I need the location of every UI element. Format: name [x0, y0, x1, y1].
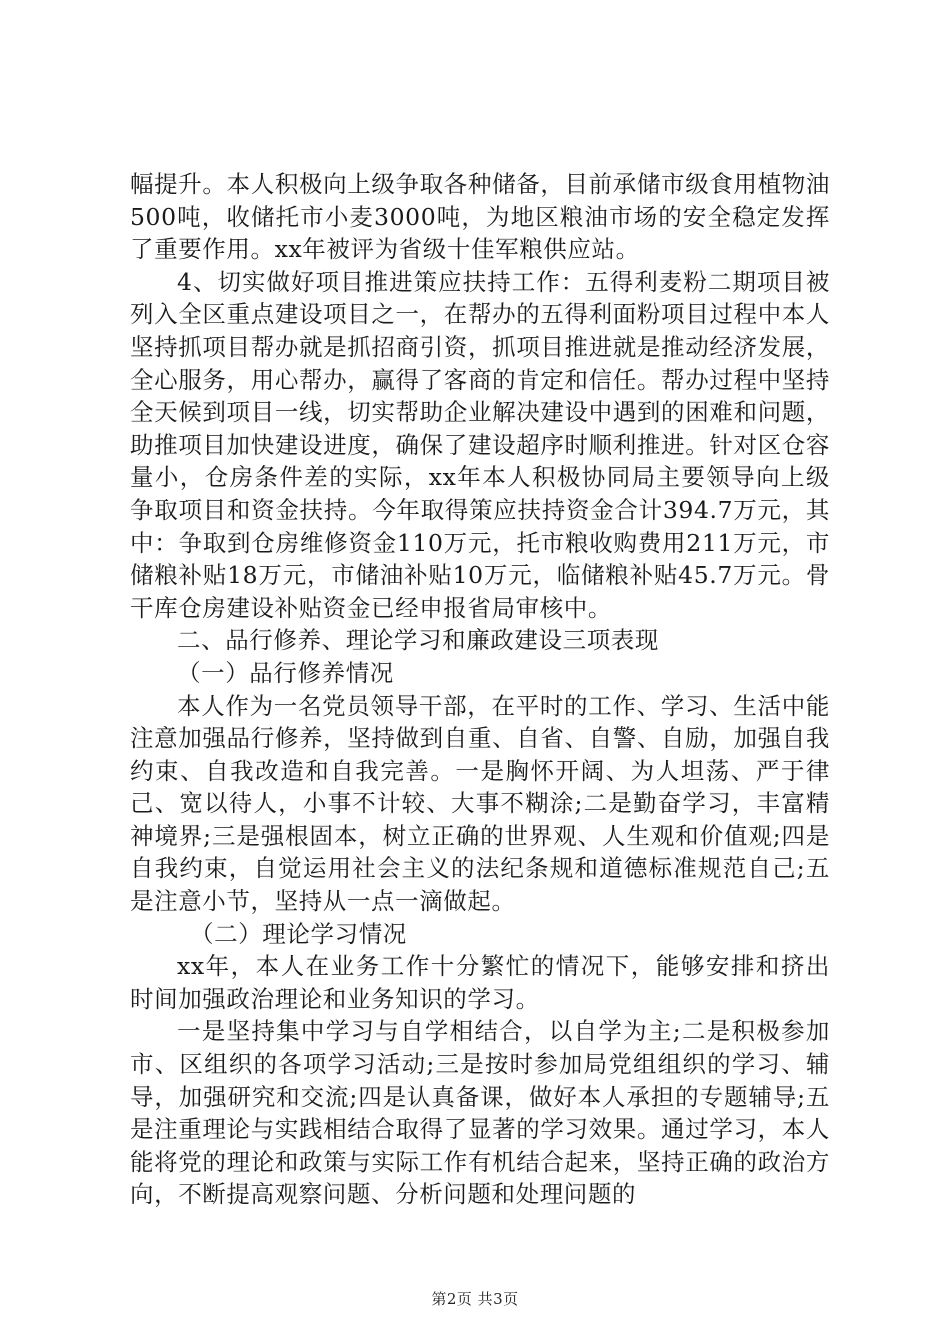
- paragraph-conduct: 本人作为一名党员领导干部，在平时的工作、学习、生活中能注意加强品行修养，坚持做到自重、自省、自警、自励，加强自我约束、自我改造和自我完善。一是胸怀开阔、为人坦荡、严于律己、宽以待人，小事不计较、大事不糊涂;二是勤奋学习，丰富精神境界;三是强根固本，树立正确的世界观、人生观和价值观;四是自我约束，自觉运用社会主义的法纪条规和道德标准规范自己;五是注意小节，坚持从一点一滴做起。: [130, 691, 830, 916]
- paragraph-study-intro: xx年，本人在业务工作十分繁忙的情况下，能够安排和挤出时间加强政治理论和业务知识的学习。: [130, 952, 830, 1013]
- subheading-conduct: （一）品行修养情况: [177, 658, 394, 687]
- page-footer: 第2页 共3页: [431, 1290, 519, 1308]
- paragraph-continued: 幅提升。本人积极向上级争取各种储备，目前承储市级食用植物油500吨，收储托市小麦3000吨，为地区粮油市场的安全稳定发挥了重要作用。xx年被评为省级十佳军粮供应站。: [130, 170, 830, 264]
- paragraph-study-details: 一是坚持集中学习与自学相结合，以自学为主;二是积极参加市、区组织的各项学习活动;三是按时参加局党组组织的学习、辅导，加强研究和交流;四是认真备课，做好本人承担的专题辅导;五是注重理论与实践相结合取得了显著的学习效果。通过学习，本人能将党的理论和政策与实际工作有机结合起来，坚持正确的政治方向，不断提高观察问题、分析问题和处理问题的: [130, 1017, 830, 1209]
- document-body: [130, 168, 830, 1211]
- section-heading-2: 二、品行修养、理论学习和廉政建设三项表现: [177, 626, 659, 655]
- paragraph-item-4: 4、切实做好项目推进策应扶持工作：五得利麦粉二期项目被列入全区重点建设项目之一，在帮办的五得利面粉项目过程中本人坚持抓项目帮办就是抓招商引资，抓项目推进就是推动经济发展，全心服务，用心帮办，赢得了客商的肯定和信任。帮办过程中坚持全天候到项目一线，切实帮助企业解决建设中遇到的困难和问题，助推项目加快建设进度，确保了建设超序时顺利推进。针对区仓容量小，仓房条件差的实际，xx年本人积极协同局主要领导向上级争取项目和资金扶持。今年取得策应扶持资金合计394.7万元，其中：争取到仓房维修资金110万元，托市粮收购费用211万元，市储粮补贴18万元，市储油补贴10万元，临储粮补贴45.7万元。骨干库仓房建设补贴资金已经申报省局审核中。: [130, 267, 830, 622]
- subheading-theory-study: （二）理论学习情况: [190, 919, 407, 948]
